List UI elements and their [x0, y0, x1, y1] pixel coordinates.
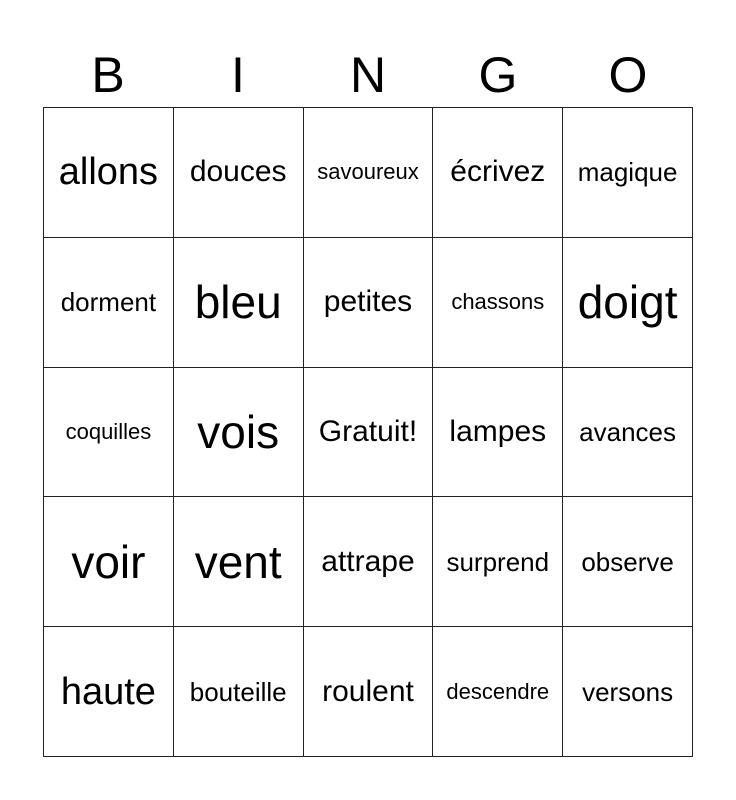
bingo-cell-r4-c2[interactable]: vent: [174, 497, 304, 627]
bingo-cell-r5-c3[interactable]: roulent: [304, 627, 434, 757]
header-letter-i: I: [231, 47, 245, 103]
bingo-header: [43, 44, 693, 106]
bingo-cell-r2-c3[interactable]: petites: [304, 238, 434, 368]
header-letter-g: G: [478, 47, 518, 103]
bingo-cell-r5-c5[interactable]: versons: [563, 627, 693, 757]
bingo-cell-r2-c1[interactable]: dorment: [44, 238, 174, 368]
bingo-cell-r1-c5[interactable]: magique: [563, 108, 693, 238]
bingo-cell-r4-c4[interactable]: surprend: [433, 497, 563, 627]
bingo-cell-r1-c4[interactable]: écrivez: [433, 108, 563, 238]
bingo-cell-free[interactable]: Gratuit!: [304, 368, 434, 498]
bingo-cell-r3-c4[interactable]: lampes: [433, 368, 563, 498]
bingo-cell-r2-c5[interactable]: doigt: [563, 238, 693, 368]
bingo-cell-r4-c5[interactable]: observe: [563, 497, 693, 627]
bingo-cell-r3-c1[interactable]: coquilles: [44, 368, 174, 498]
bingo-cell-r5-c4[interactable]: descendre: [433, 627, 563, 757]
bingo-cell-r1-c1[interactable]: allons: [44, 108, 174, 238]
header-letter-n: N: [349, 47, 387, 103]
bingo-cell-r1-c2[interactable]: douces: [174, 108, 304, 238]
header-letter-b: B: [91, 47, 125, 103]
bingo-cell-r4-c1[interactable]: voir: [44, 497, 174, 627]
bingo-cell-r3-c2[interactable]: vois: [174, 368, 304, 498]
bingo-cell-r2-c2[interactable]: bleu: [174, 238, 304, 368]
bingo-cell-r5-c2[interactable]: bouteille: [174, 627, 304, 757]
bingo-cell-r2-c4[interactable]: chassons: [433, 238, 563, 368]
bingo-cell-r1-c3[interactable]: savoureux: [304, 108, 434, 238]
header-letter-o: O: [608, 47, 648, 103]
bingo-board: [43, 107, 693, 757]
bingo-cell-r4-c3[interactable]: attrape: [304, 497, 434, 627]
bingo-cell-r5-c1[interactable]: haute: [44, 627, 174, 757]
bingo-cell-r3-c5[interactable]: avances: [563, 368, 693, 498]
